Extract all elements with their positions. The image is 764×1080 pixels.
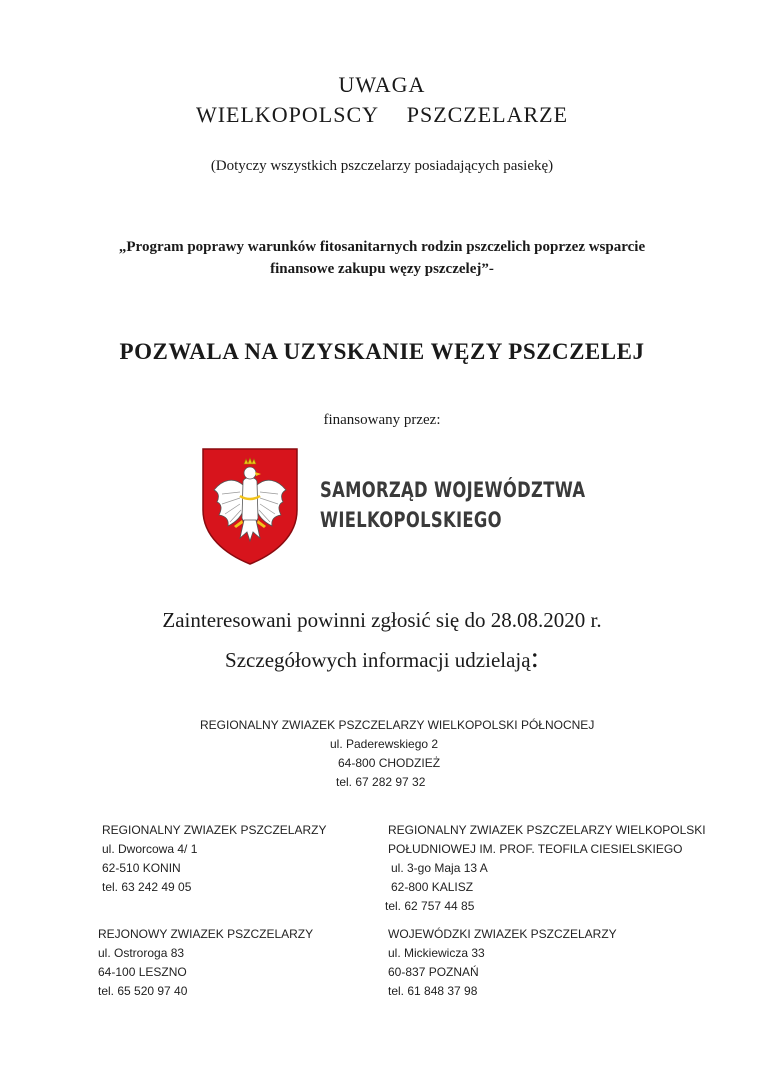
program-name [0,236,764,280]
contact-phone: tel. 62 757 44 85 [385,899,475,913]
contact-kalisz [385,821,706,916]
contact-city: 64-100 LESZNO [98,965,187,979]
details-colon: : [530,641,539,674]
contact-city: 62-510 KONIN [102,861,181,875]
contact-street: ul. Mickiewicza 33 [388,946,485,960]
contact-city: 60-837 POZNAŃ [388,965,479,979]
contact-phone: tel. 67 282 97 32 [336,775,426,789]
contact-name-2: POŁUDNIOWEJ IM. PROF. TEOFILA CIESIELSKIEGO [388,842,683,856]
program-line-1: „Program poprawy warunków fitosanitarnych rodzin pszczelich poprzez wsparcie [118,239,646,255]
contact-city: 64-800 CHODZIEŻ [338,756,441,770]
eagle-crest-icon [200,446,300,566]
contact-street: ul. Dworcowa 4/ 1 [102,842,198,856]
contact-city: 62-800 KALISZ [391,880,474,894]
contact-konin [102,821,326,897]
contact-street: ul. Ostroroga 83 [98,946,185,960]
details-text [0,641,764,674]
contact-name: REGIONALNY ZWIAZEK PSZCZELARZY WIELKOPOLSKI PÓŁNOCNEJ [200,718,595,732]
details-label: Szczegółowych informacji udzielają [225,648,531,672]
contact-poznan [388,925,617,1001]
logo-text-line-2: WIELKOPOLSKIEGO [320,508,502,532]
contact-street: ul. Paderewskiego 2 [330,737,439,751]
contact-name: REGIONALNY ZWIAZEK PSZCZELARZY [102,823,327,837]
contact-phone: tel. 61 848 37 98 [388,984,478,998]
contact-phone: tel. 63 242 49 05 [102,880,192,894]
contact-name: WOJEWÓDZKI ZWIAZEK PSZCZELARZY [388,927,617,941]
contact-name: REJONOWY ZWIAZEK PSZCZELARZY [98,927,314,941]
program-line-2: finansowe zakupu węzy pszczelej”- [270,261,494,277]
contact-leszno [98,925,313,1001]
headline: POZWALA NA UZYSKANIE WĘZY PSZCZELEJ [119,339,645,364]
deadline-text: Zainteresowani powinni zgłosić się do 28.08.2020 r. [162,608,602,632]
funded-by-label: finansowany przez: [323,412,441,428]
contact-phone: tel. 65 520 97 40 [98,984,188,998]
title-wielkopolscy-pszczelarze: WIELKOPOLSCY PSZCZELARZE [195,102,569,127]
contact-chodziez [200,716,594,792]
logo-text-line-1: SAMORZĄD WOJEWÓDZTWA [320,478,586,502]
subtitle: (Dotyczy wszystkich pszczelarzy posiadających pasiekę) [210,158,554,174]
title-uwaga: UWAGA [338,72,426,97]
contact-street: ul. 3-go Maja 13 A [391,861,488,875]
contact-name: REGIONALNY ZWIAZEK PSZCZELARZY WIELKOPOLSKI [388,823,706,837]
